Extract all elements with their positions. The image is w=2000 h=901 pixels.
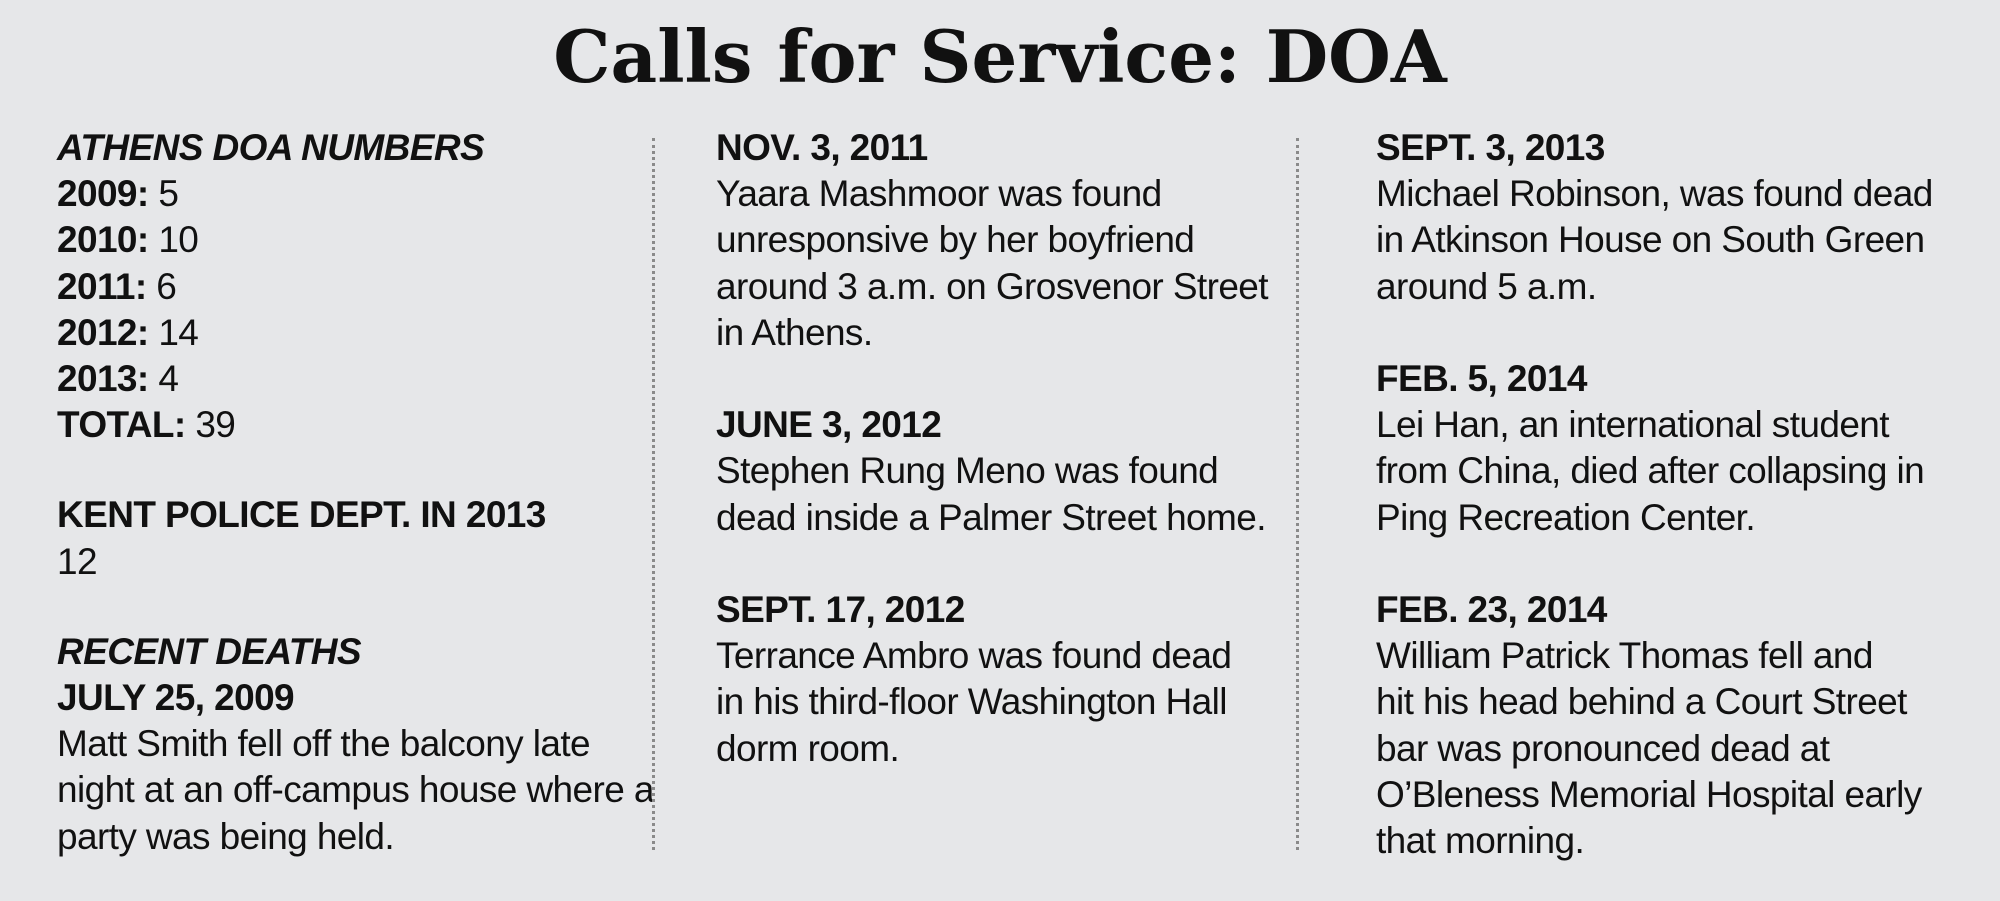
entry-text: Ping Recreation Center. — [1376, 496, 1756, 538]
death-entry — [716, 587, 1296, 772]
column-deaths-right — [1376, 125, 1976, 864]
entry-date: SEPT. 3, 2013 — [1376, 127, 1605, 168]
entry-text: night at an off-campus house where a — [57, 769, 654, 811]
recent-deaths-heading: RECENT DEATHS — [57, 630, 361, 672]
kent-value: 12 — [57, 540, 97, 582]
entry-date: JULY 25, 2009 — [57, 677, 295, 719]
entry-date: SEPT. 17, 2012 — [716, 589, 965, 630]
entry-text: Stephen Rung Meno was found — [716, 450, 1219, 492]
column-divider — [1296, 138, 1299, 850]
column-athens-stats — [57, 125, 654, 860]
entry-text: Yaara Mashmoor was found — [716, 173, 1162, 215]
entry-text: dorm room. — [716, 727, 900, 769]
athens-heading: ATHENS DOA NUMBERS — [57, 127, 485, 168]
entry-text: Matt Smith fell off the balcony late — [57, 723, 591, 765]
entry-text: around 5 a.m. — [1376, 265, 1597, 307]
column-deaths-middle — [716, 125, 1296, 772]
kent-heading: KENT POLICE DEPT. IN 2013 — [57, 494, 546, 536]
entry-date: NOV. 3, 2011 — [716, 127, 928, 168]
athens-row: 2013: 4 — [57, 358, 179, 400]
athens-row: 2009: 5 — [57, 173, 179, 215]
entry-text: Michael Robinson, was found dead — [1376, 173, 1933, 215]
death-entry — [1376, 125, 1976, 310]
entry-text: in his third-floor Washington Hall — [716, 681, 1227, 723]
entry-text: around 3 a.m. on Grosvenor Street — [716, 265, 1268, 307]
entry-text: unresponsive by her boyfriend — [716, 219, 1195, 261]
entry-date: FEB. 23, 2014 — [1376, 589, 1607, 630]
entry-text: that morning. — [1376, 820, 1585, 862]
entry-text: bar was pronounced dead at — [1376, 727, 1830, 769]
entry-text: dead inside a Palmer Street home. — [716, 496, 1266, 538]
entry-text: O’Bleness Memorial Hospital early — [1376, 773, 1922, 815]
athens-row: 2012: 14 — [57, 311, 199, 353]
entry-text: hit his head behind a Court Street — [1376, 681, 1907, 723]
entry-text: in Athens. — [716, 311, 873, 353]
athens-row: 2011: 6 — [57, 265, 177, 307]
death-entry — [1376, 356, 1976, 541]
entry-text: Lei Han, an international student — [1376, 404, 1889, 446]
entry-date: JUNE 3, 2012 — [716, 404, 942, 446]
death-entry — [1376, 587, 1976, 864]
entry-text: William Patrick Thomas fell and — [1376, 635, 1873, 677]
death-entry — [57, 675, 654, 860]
entry-text: Terrance Ambro was found dead — [716, 635, 1232, 677]
entry-text: party was being held. — [57, 815, 395, 857]
entry-text: in Atkinson House on South Green — [1376, 219, 1925, 261]
page-title: Calls for Service: DOA — [553, 14, 1447, 99]
death-entry — [716, 125, 1296, 356]
athens-total-row: TOTAL: 39 — [57, 404, 236, 446]
column-divider — [652, 138, 655, 850]
entry-text: from China, died after collapsing in — [1376, 450, 1925, 492]
athens-row: 2010: 10 — [57, 219, 199, 261]
entry-date: FEB. 5, 2014 — [1376, 358, 1587, 399]
death-entry — [716, 402, 1296, 541]
